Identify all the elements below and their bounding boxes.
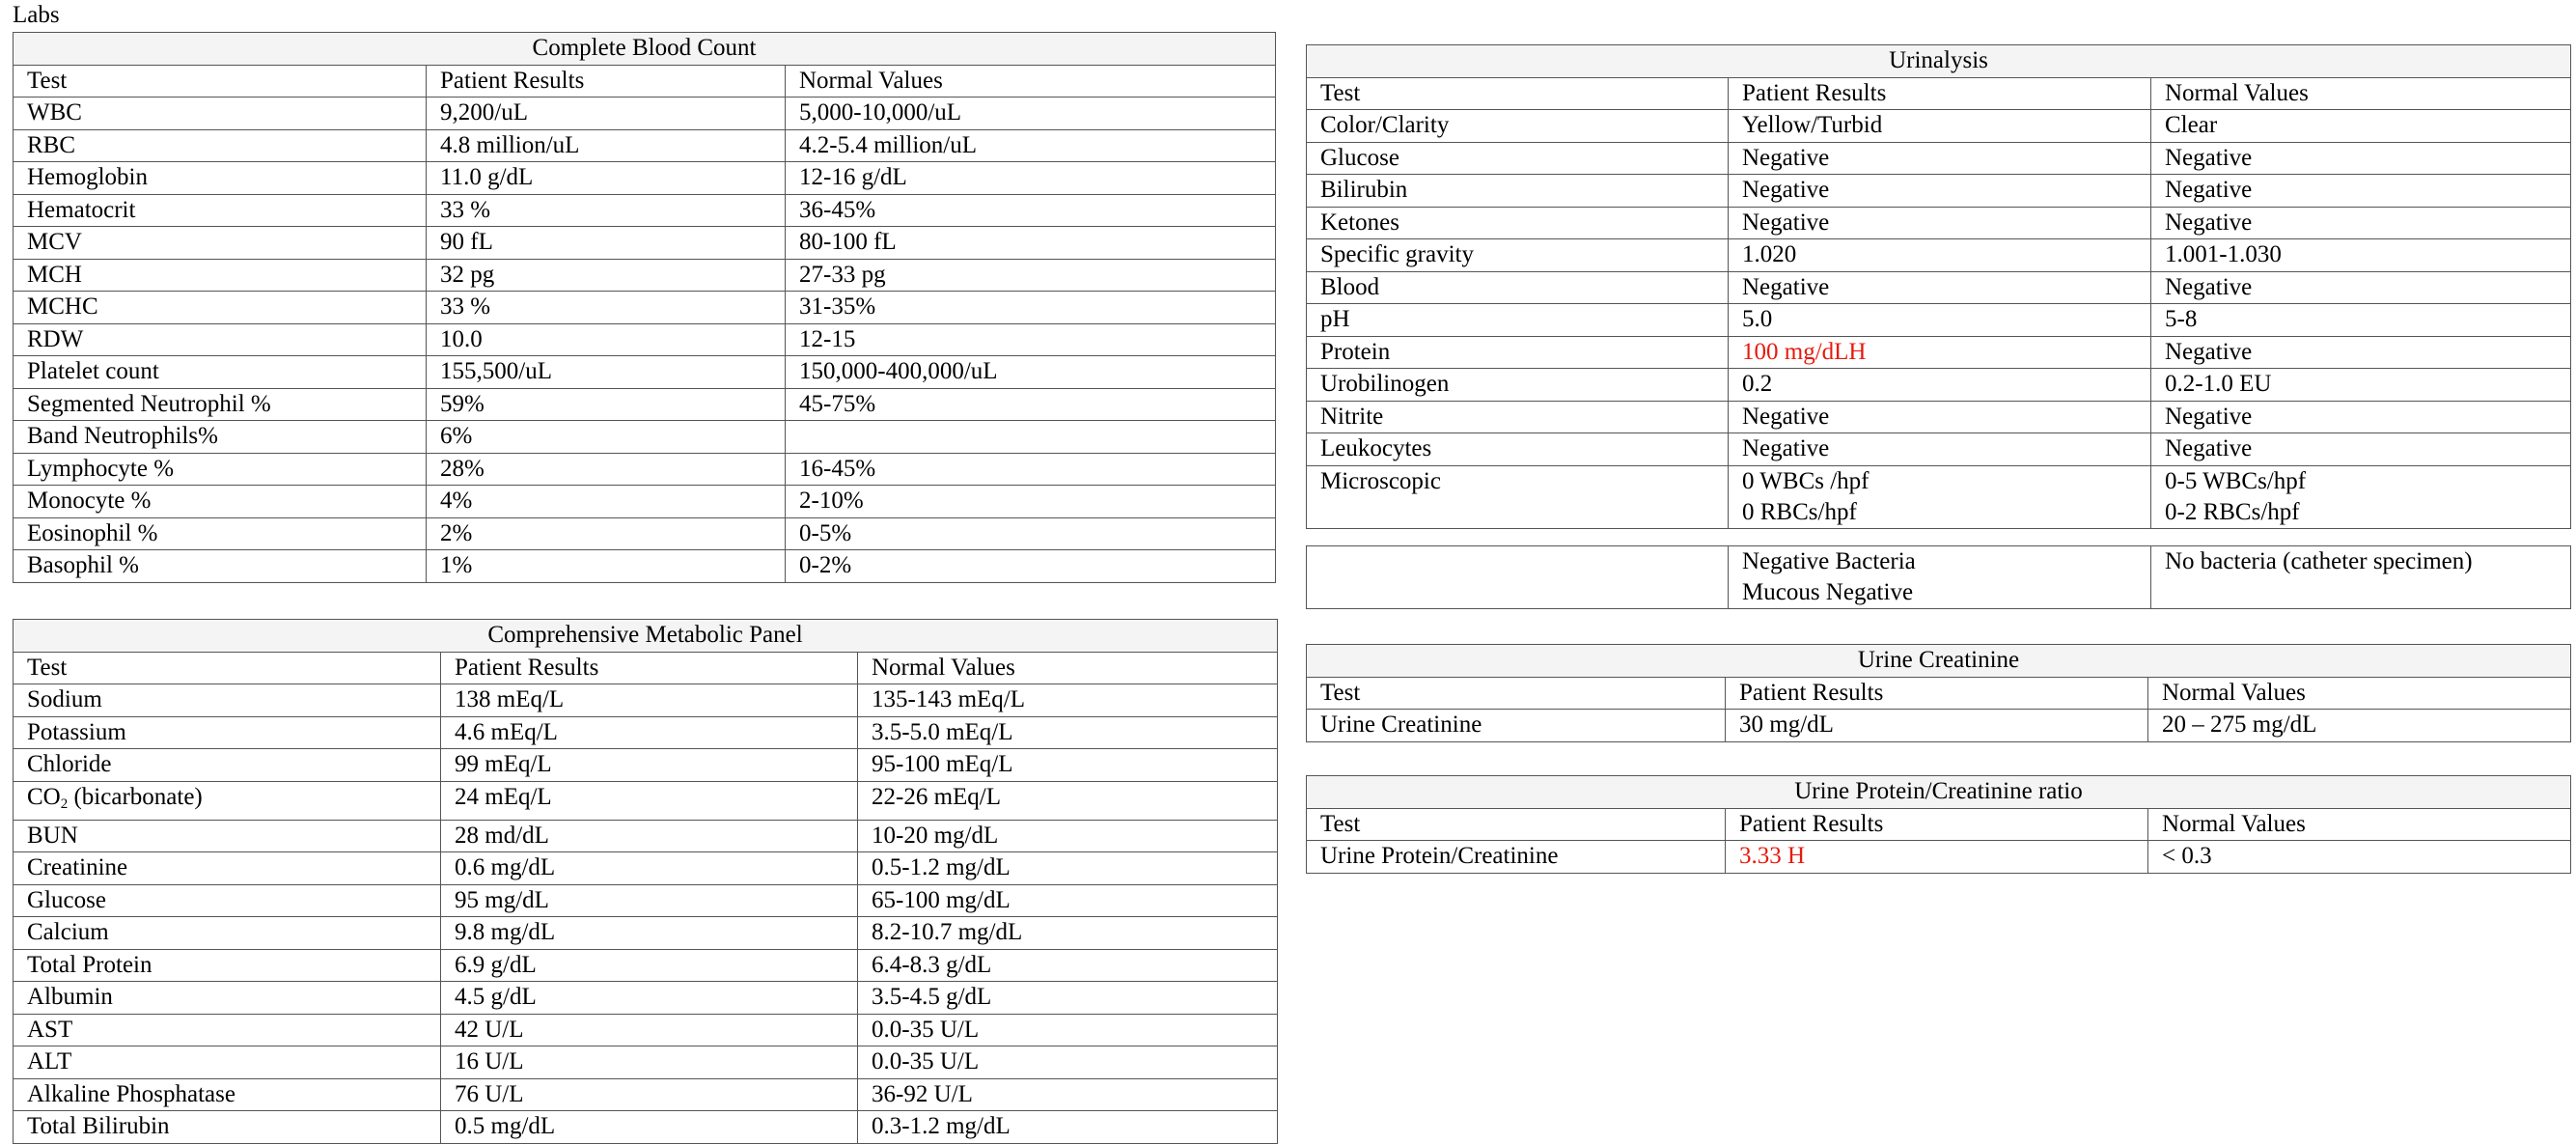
test-cell: Monocyte % (14, 486, 427, 518)
table-row (1307, 239, 2571, 272)
test-cell: ALT (14, 1046, 441, 1079)
normal-cell: 1.001-1.030 (2151, 239, 2571, 272)
col-header-test: Test (1307, 77, 1729, 110)
col-header-test: Test (1307, 677, 1726, 710)
test-cell: Leukocytes (1307, 433, 1729, 466)
result-cell: Negative (1729, 175, 2151, 208)
result-cell: 11.0 g/dL (427, 162, 786, 195)
result-cell (1729, 546, 2151, 609)
normal-cell: 20 – 275 mg/dL (2148, 710, 2571, 742)
result-cell: 1.020 (1729, 239, 2151, 272)
normal-cell: 12-15 (786, 323, 1276, 356)
result-cell: 33 % (427, 292, 786, 324)
result-cell: 0.2 (1729, 369, 2151, 402)
test-cell: Urine Protein/Creatinine (1307, 841, 1726, 874)
test-cell: Creatinine (14, 852, 441, 885)
page-title: Labs (13, 2, 60, 28)
normal-cell: 65-100 mg/dL (858, 884, 1278, 917)
urine-creatinine-header-row (1307, 677, 2571, 710)
normal-cell: 10-20 mg/dL (858, 820, 1278, 852)
test-cell: pH (1307, 304, 1729, 337)
test-cell: MCHC (14, 292, 427, 324)
table-row (14, 716, 1278, 749)
result-cell: Negative (1729, 271, 2151, 304)
result-cell: Negative (1729, 401, 2151, 433)
normal-cell: 5,000-10,000/uL (786, 98, 1276, 130)
result-cell: Negative (1729, 142, 2151, 175)
test-cell: Platelet count (14, 356, 427, 389)
normal-cell: 80-100 fL (786, 227, 1276, 260)
result-cell: 24 mEq/L (441, 781, 858, 820)
normal-cell: 36-92 U/L (858, 1078, 1278, 1111)
normal-cell: 0-2% (786, 550, 1276, 583)
table-row (14, 323, 1276, 356)
table-row (1307, 207, 2571, 239)
col-header-test: Test (14, 65, 427, 98)
test-cell: Urobilinogen (1307, 369, 1729, 402)
cmp-table (13, 619, 1278, 1144)
test-cell: WBC (14, 98, 427, 130)
normal-cell: Negative (2151, 207, 2571, 239)
test-cell: Total Protein (14, 949, 441, 982)
table-row (1307, 271, 2571, 304)
table-row (14, 1078, 1278, 1111)
result-cell: 32 pg (427, 259, 786, 292)
normal-cell: 0.5-1.2 mg/dL (858, 852, 1278, 885)
col-header-results: Patient Results (1726, 808, 2148, 841)
table-row (14, 388, 1276, 421)
table-row (14, 684, 1278, 717)
result-cell: 2% (427, 517, 786, 550)
result-cell: 4% (427, 486, 786, 518)
table-row (14, 517, 1276, 550)
urine-creatinine-table (1306, 644, 2571, 742)
col-header-results: Patient Results (441, 652, 858, 684)
test-cell: BUN (14, 820, 441, 852)
table-row (14, 884, 1278, 917)
normal-cell: 0.0-35 U/L (858, 1014, 1278, 1046)
col-header-results: Patient Results (1729, 77, 2151, 110)
table-row (14, 98, 1276, 130)
table-row (14, 1111, 1278, 1144)
normal-cell: 0.2-1.0 EU (2151, 369, 2571, 402)
table-row (14, 949, 1278, 982)
normal-cell: No bacteria (catheter specimen) (2151, 546, 2571, 609)
table-row (14, 781, 1278, 820)
result-cell: 33 % (427, 194, 786, 227)
urine-pcr-title: Urine Protein/Creatinine ratio (1307, 776, 2571, 809)
col-header-normal: Normal Values (2148, 677, 2571, 710)
result-cell: 95 mg/dL (441, 884, 858, 917)
normal-cell: 16-45% (786, 453, 1276, 486)
test-cell: Bilirubin (1307, 175, 1729, 208)
co2-prefix: CO (27, 783, 61, 810)
normal-cell: 135-143 mEq/L (858, 684, 1278, 717)
result-line: 0 WBCs /hpf (1742, 467, 1870, 494)
table-row (14, 194, 1276, 227)
test-cell: Eosinophil % (14, 517, 427, 550)
result-cell: Negative (1729, 207, 2151, 239)
test-cell: Potassium (14, 716, 441, 749)
normal-line: 0-2 RBCs/hpf (2165, 498, 2300, 525)
normal-cell: Negative (2151, 401, 2571, 433)
result-cell: Yellow/Turbid (1729, 110, 2151, 143)
result-cell (1729, 465, 2151, 528)
test-cell (14, 781, 441, 820)
normal-cell: 0.3-1.2 mg/dL (858, 1111, 1278, 1144)
table-row (14, 982, 1278, 1015)
col-header-normal: Normal Values (2151, 77, 2571, 110)
col-header-normal: Normal Values (786, 65, 1276, 98)
normal-cell: 0-5% (786, 517, 1276, 550)
urinalysis-header-row (1307, 77, 2571, 110)
normal-cell: 4.2-5.4 million/uL (786, 129, 1276, 162)
normal-cell: Negative (2151, 433, 2571, 466)
cmp-title: Comprehensive Metabolic Panel (14, 620, 1278, 653)
result-line: Negative Bacteria (1742, 548, 1916, 574)
table-row (14, 917, 1278, 950)
test-cell: Sodium (14, 684, 441, 717)
col-header-normal: Normal Values (2148, 808, 2571, 841)
urinalysis-extra-table (1306, 545, 2571, 609)
normal-cell: Negative (2151, 175, 2571, 208)
co2-subscript: 2 (60, 795, 69, 812)
table-row (14, 129, 1276, 162)
test-cell: Chloride (14, 749, 441, 782)
test-cell: MCV (14, 227, 427, 260)
table-row-bacteria (1307, 546, 2571, 609)
result-cell: 10.0 (427, 323, 786, 356)
normal-cell: 8.2-10.7 mg/dL (858, 917, 1278, 950)
test-cell: Urine Creatinine (1307, 710, 1726, 742)
urinalysis-table (1306, 44, 2571, 529)
table-row (1307, 142, 2571, 175)
test-cell: Glucose (1307, 142, 1729, 175)
test-cell: Specific gravity (1307, 239, 1729, 272)
result-cell: 9.8 mg/dL (441, 917, 858, 950)
table-row (1307, 841, 2571, 874)
table-row (14, 227, 1276, 260)
normal-line: 0-5 WBCs/hpf (2165, 467, 2307, 494)
table-row (14, 356, 1276, 389)
table-row (14, 162, 1276, 195)
result-cell: 1% (427, 550, 786, 583)
normal-cell: Clear (2151, 110, 2571, 143)
test-cell: Calcium (14, 917, 441, 950)
normal-cell: 95-100 mEq/L (858, 749, 1278, 782)
result-cell: 28 md/dL (441, 820, 858, 852)
normal-cell: 45-75% (786, 388, 1276, 421)
cbc-table (13, 32, 1276, 583)
test-cell: Band Neutrophils% (14, 421, 427, 454)
table-row-microscopic (1307, 465, 2571, 528)
result-cell: 155,500/uL (427, 356, 786, 389)
test-cell: Hemoglobin (14, 162, 427, 195)
result-line: 0 RBCs/hpf (1742, 498, 1857, 525)
cmp-header-row (14, 652, 1278, 684)
table-row (14, 550, 1276, 583)
normal-cell: 3.5-4.5 g/dL (858, 982, 1278, 1015)
table-row (14, 1046, 1278, 1079)
result-cell: 6% (427, 421, 786, 454)
result-cell: 76 U/L (441, 1078, 858, 1111)
test-cell: Blood (1307, 271, 1729, 304)
test-cell: Ketones (1307, 207, 1729, 239)
result-cell: 30 mg/dL (1726, 710, 2148, 742)
table-row (1307, 710, 2571, 742)
normal-cell: < 0.3 (2148, 841, 2571, 874)
table-row (1307, 304, 2571, 337)
test-cell: Albumin (14, 982, 441, 1015)
result-cell: 16 U/L (441, 1046, 858, 1079)
result-cell: 0.6 mg/dL (441, 852, 858, 885)
normal-cell: 150,000-400,000/uL (786, 356, 1276, 389)
table-row (1307, 401, 2571, 433)
normal-cell: Negative (2151, 142, 2571, 175)
normal-cell: Negative (2151, 271, 2571, 304)
normal-cell: 5-8 (2151, 304, 2571, 337)
result-cell: 28% (427, 453, 786, 486)
table-row (14, 820, 1278, 852)
test-cell: Microscopic (1307, 465, 1729, 528)
col-header-results: Patient Results (1726, 677, 2148, 710)
result-cell-flagged: 100 mg/dLH (1729, 336, 2151, 369)
normal-cell: 27-33 pg (786, 259, 1276, 292)
table-row (14, 453, 1276, 486)
normal-cell: 36-45% (786, 194, 1276, 227)
result-cell: 5.0 (1729, 304, 2151, 337)
normal-cell (786, 421, 1276, 454)
table-row (14, 749, 1278, 782)
normal-cell: 31-35% (786, 292, 1276, 324)
cbc-title: Complete Blood Count (14, 33, 1276, 66)
table-row (14, 1014, 1278, 1046)
result-cell-flagged: 3.33 H (1726, 841, 2148, 874)
table-row (14, 292, 1276, 324)
col-header-results: Patient Results (427, 65, 786, 98)
result-cell: 4.8 million/uL (427, 129, 786, 162)
result-cell: Negative (1729, 433, 2151, 466)
test-cell: Color/Clarity (1307, 110, 1729, 143)
table-row (14, 852, 1278, 885)
result-cell: 90 fL (427, 227, 786, 260)
table-row (14, 421, 1276, 454)
normal-cell: 12-16 g/dL (786, 162, 1276, 195)
test-cell: RBC (14, 129, 427, 162)
table-row (14, 486, 1276, 518)
normal-cell: 2-10% (786, 486, 1276, 518)
normal-cell: 3.5-5.0 mEq/L (858, 716, 1278, 749)
table-row (1307, 369, 2571, 402)
result-cell: 4.6 mEq/L (441, 716, 858, 749)
test-cell: Nitrite (1307, 401, 1729, 433)
test-cell: Hematocrit (14, 194, 427, 227)
table-row (1307, 336, 2571, 369)
urine-pcr-table (1306, 775, 2571, 874)
test-cell: AST (14, 1014, 441, 1046)
result-cell: 6.9 g/dL (441, 949, 858, 982)
result-cell: 0.5 mg/dL (441, 1111, 858, 1144)
result-cell: 9,200/uL (427, 98, 786, 130)
col-header-test: Test (14, 652, 441, 684)
result-cell: 4.5 g/dL (441, 982, 858, 1015)
result-cell: 138 mEq/L (441, 684, 858, 717)
test-cell: RDW (14, 323, 427, 356)
col-header-normal: Normal Values (858, 652, 1278, 684)
table-row (14, 259, 1276, 292)
table-row (1307, 433, 2571, 466)
test-cell: Segmented Neutrophil % (14, 388, 427, 421)
test-cell: MCH (14, 259, 427, 292)
urine-pcr-header-row (1307, 808, 2571, 841)
normal-cell: 6.4-8.3 g/dL (858, 949, 1278, 982)
test-cell: Protein (1307, 336, 1729, 369)
cbc-header-row (14, 65, 1276, 98)
test-cell: Basophil % (14, 550, 427, 583)
test-cell: Lymphocyte % (14, 453, 427, 486)
normal-cell: 0.0-35 U/L (858, 1046, 1278, 1079)
result-line: Mucous Negative (1742, 579, 1914, 605)
result-cell: 42 U/L (441, 1014, 858, 1046)
normal-cell: Negative (2151, 336, 2571, 369)
table-row (1307, 110, 2571, 143)
urine-creatinine-title: Urine Creatinine (1307, 645, 2571, 678)
col-header-test: Test (1307, 808, 1726, 841)
normal-cell: 22-26 mEq/L (858, 781, 1278, 820)
urinalysis-title: Urinalysis (1307, 45, 2571, 78)
result-cell: 59% (427, 388, 786, 421)
test-cell (1307, 546, 1729, 609)
result-cell: 99 mEq/L (441, 749, 858, 782)
normal-cell (2151, 465, 2571, 528)
table-row (1307, 175, 2571, 208)
co2-suffix: (bicarbonate) (68, 783, 203, 810)
test-cell: Alkaline Phosphatase (14, 1078, 441, 1111)
test-cell: Total Bilirubin (14, 1111, 441, 1144)
test-cell: Glucose (14, 884, 441, 917)
